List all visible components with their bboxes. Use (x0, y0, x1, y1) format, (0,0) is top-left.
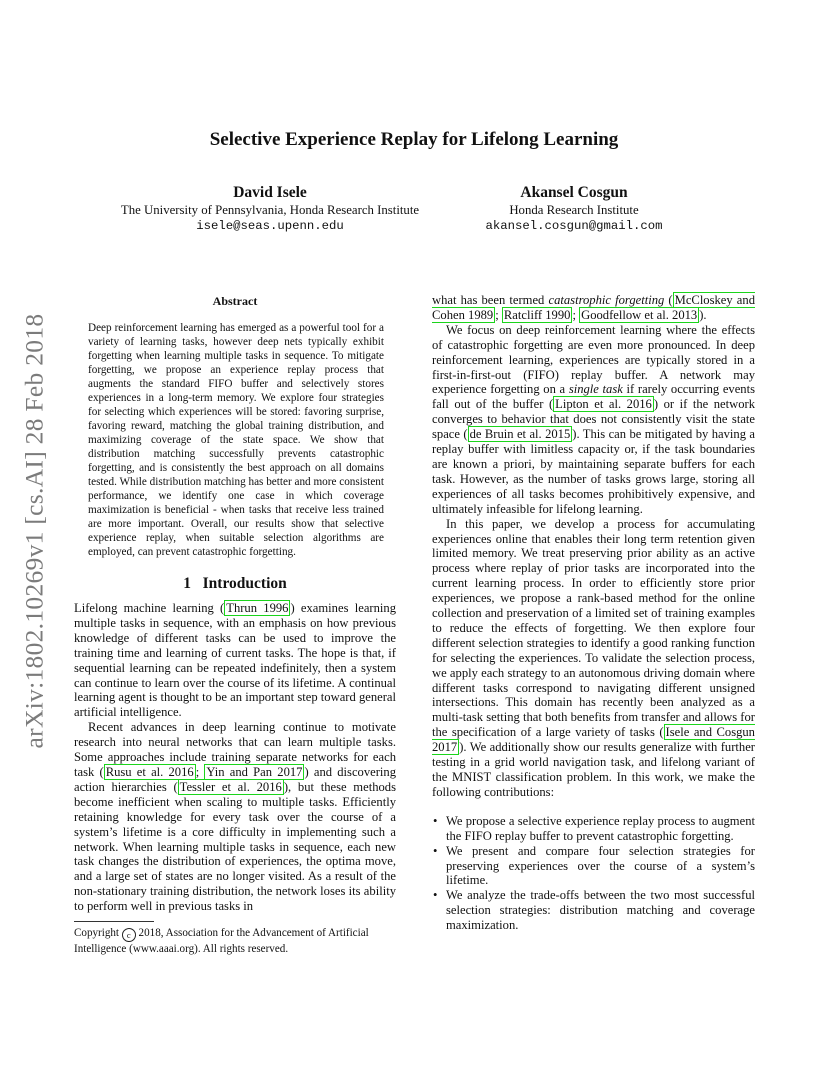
author-email[interactable]: akansel.cosgun@gmail.com (485, 219, 663, 233)
arxiv-id-text: arXiv:1802.10269v1 [cs.AI] 28 Feb 2018 (19, 313, 48, 749)
abstract-text: Deep reinforcement learning has emerged as a powerful tool for a variety of learning tasks, however deep nets typically exhibit forgetting when learning multiple tasks in sequence. To mitigate forgetting, we propose an experience replay process that augments the standard FIFO buffer and selectively stores experiences in a long-term memory. We explore four strategies for selecting which experiences will be stored: favoring surprise, favoring reward, matching the global training distribution, and maximizing coverage of the state space. We show that distribution matching successfully prevents catastrophic forgetting, and is consistently the best approach on all domains tested. While distribution matching has better and more consistent performance, we identify one case in which coverage maximization is beneficial - when tasks that receive less trained are more important. Overall, our results show that selective experience replay, when suitable selection algorithms are employed, can prevent catastrophic forgetting. (88, 322, 384, 558)
citation-link[interactable]: Tessler et al. 2016 (179, 779, 282, 794)
citation-link[interactable]: Ratcliff 1990 (503, 307, 571, 322)
copyright-symbol: c (122, 928, 136, 942)
paragraph: In this paper, we develop a process for accumulating experiences online that enables their long term retention given limited memory. We treat preserving prior ability as an active process where replay of prior tasks are incorporated into the current learning process. In order to efficiently store prior experiences, we propose a rank-based method for the online collection and preservation of a limited set of training examples to reduce the effects of forgetting. We then explore four different selection strategies to identify a good ranking function for selecting the experiences. To validate the selection process, we apply each strategy to an autonomous driving domain where different tasks correspond to navigating different unsigned intersections. This domain has recently been analyzed as a multi-task setting that both benefits from transfer and allows for the specification of a large variety of tasks ( Isele and Cosgun 2017 ). We additionally show our results generalize with further testing in a grid world navigation task, and lifelong variant of the MNIST classification problem. In this work, we make the following contributions: (432, 516, 755, 799)
citation-link[interactable]: Rusu et al. 2016 (105, 764, 194, 779)
author-block (450, 184, 698, 234)
contribution-list (432, 814, 755, 933)
bullet-icon: • (433, 843, 438, 858)
author-affiliation: Honda Research Institute (509, 203, 639, 217)
paragraph: what has been termed catastrophic forgetting ( McCloskey and Cohen 1989 ; Ratcliff 1990 ; Goodfellow et al. 2013 ). (432, 293, 755, 322)
citation-link[interactable]: McCloskey and Cohen 1989 (432, 293, 755, 322)
bullet-icon: • (433, 813, 438, 828)
citation-link[interactable]: Lipton et al. 2016 (555, 397, 652, 412)
arxiv-identifier (20, 296, 48, 766)
bullet-icon: • (433, 888, 438, 903)
left-column (74, 601, 396, 914)
author-name: Akansel Cosgun (520, 184, 628, 201)
copyright-footnote: Copyright c 2018, Association for the Advancement of Artificial Intelligence (www.aaai.org). All rights reserved. (74, 927, 369, 955)
list-item: • We propose a selective experience replay process to augment the FIFO replay buffer to prevent catastrophic forgetting. (433, 813, 755, 843)
citation-link[interactable]: Isele and Cosgun 2017 (432, 725, 755, 755)
section-heading (74, 575, 396, 593)
list-item: • We analyze the trade-offs between the two most successful selection strategies: distribution matching and coverage maximization. (433, 888, 755, 933)
list-item: • We present and compare four selection strategies for preserving experiences over the course of a system’s lifetime. (433, 843, 755, 888)
section-title: Introduction (202, 575, 287, 592)
author-block (100, 184, 440, 234)
section-number: 1 (183, 575, 191, 592)
paragraph: Recent advances in deep learning continue to motivate research into neural networks that can learn multiple tasks. Some approaches include training separate networks for each task ( Rusu et al. 2016 ; Yin and Pan 2017 ) and discovering action hierarchies ( Tessler et al. 2016 ), but these methods become inefficient when scaling to multiple tasks. Efficiently retaining knowledge for every task over the course of a system’s lifetime is a core difficulty in implementing such a network. When learning multiple tasks in sequence, each new task changes the distribution of experiences, the optima move, and a large set of states are no longer visited. As a result of the non-stationary training distribution, the network loses its ability to perform well in previous tasks in (74, 720, 396, 914)
paragraph: We focus on deep reinforcement learning where the effects of catastrophic forgetting are even more pronounced. In deep reinforcement learning, experiences are typically stored in a first-in-first-out (FIFO) replay buffer. A network may experience forgetting on a single task if rarely occurring events fall out of the buffer ( Lipton et al. 2016 ) or if the network converges to behavior that does not consistently visit the state space ( de Bruin et al. 2015 ). This can be mitigated by having a replay buffer with limitless capacity or, if the task boundaries are known a priori, by maintaining separate buffers for each task. However, as the number of tasks grows large, storing all experiences of all tasks becomes prohibitively expensive, and ultimately infeasible for lifelong learning. (432, 322, 755, 516)
citation-link[interactable]: Goodfellow et al. 2013 (581, 307, 698, 322)
abstract-heading: Abstract (212, 294, 258, 308)
citation-link[interactable]: Thrun 1996 (226, 601, 289, 615)
paragraph: Lifelong machine learning ( Thrun 1996 ) examines learning multiple tasks in sequence, with an emphasis on how previous knowledge of different tasks can be used to improve the training time and learning of current tasks. The hope is that, if sequential learning can be repeated indefinitely, then a system can continue to learn over the course of its lifetime. A continual learning agent is thought to be an important step toward general artificial intelligence. (74, 601, 396, 720)
footnote-rule (74, 921, 154, 922)
author-email[interactable]: isele@seas.upenn.edu (196, 219, 344, 233)
author-name: David Isele (233, 184, 307, 201)
right-column (432, 293, 755, 933)
citation-link[interactable]: Yin and Pan 2017 (206, 764, 303, 779)
author-affiliation: The University of Pennsylvania, Honda Research Institute (120, 203, 420, 217)
paper-title: Selective Experience Replay for Lifelong Learning (209, 129, 619, 150)
citation-link[interactable]: de Bruin et al. 2015 (469, 427, 571, 442)
